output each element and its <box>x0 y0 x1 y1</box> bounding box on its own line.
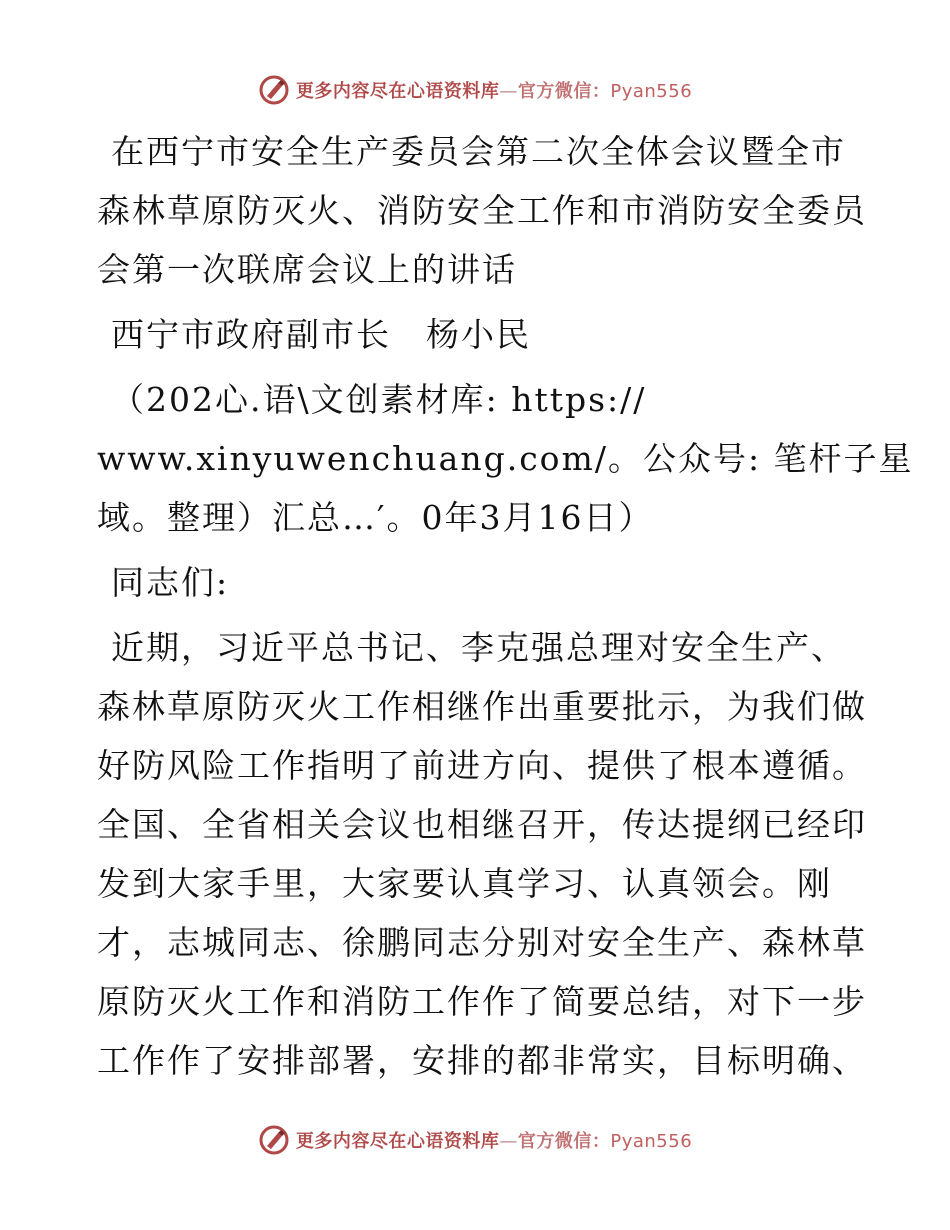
watermark-separator: — <box>499 1131 518 1152</box>
body-paragraph-line: 近期，习近平总书记、李克强总理对安全生产、 <box>111 628 846 667</box>
watermark-wechat-id: Pyan556 <box>610 1131 693 1152</box>
footer-watermark-banner <box>0 1120 950 1160</box>
watermark-wechat-id: Pyan556 <box>610 81 693 102</box>
header-watermark-banner <box>0 70 950 110</box>
document-note-line-3: 域。整理）汇总…′。0年3月16日） <box>97 498 654 537</box>
document-title-line-1: 在西宁市安全生产委员会第二次全体会议暨全市 <box>111 132 846 171</box>
watermark-site-name: 更多内容尽在心语资料库 <box>295 81 500 102</box>
body-paragraph-line: 原防灭火工作和消防工作作了简要总结，对下一步 <box>97 982 867 1021</box>
document-title-line-3: 会第一次联席会议上的讲话 <box>97 250 517 289</box>
body-paragraph-line: 工作作了安排部署，安排的都非常实，目标明确、 <box>97 1041 867 1080</box>
watermark-separator: — <box>499 81 518 102</box>
document-greeting: 同志们: <box>111 563 230 602</box>
watermark-text <box>296 77 692 103</box>
watermark-text <box>296 1127 692 1153</box>
document-note-line-2: www.xinyuwenchuang.com/。公众号: 笔杆子星 <box>97 439 914 478</box>
body-paragraph-line: 才，志城同志、徐鹏同志分别对安全生产、森林草 <box>97 923 867 962</box>
red-seal-logo-icon <box>258 1124 290 1156</box>
document-note-line-1: （202心.语\文创素材库: https:// <box>111 380 647 419</box>
body-paragraph-line: 森林草原防灭火工作相继作出重要批示，为我们做 <box>97 687 867 726</box>
watermark-wechat-label: 官方微信： <box>517 81 611 102</box>
watermark-content <box>258 74 692 106</box>
body-paragraph-line: 好防风险工作指明了前进方向、提供了根本遵循。 <box>97 746 867 785</box>
document-author: 西宁市政府副市长 杨小民 <box>111 315 531 354</box>
body-paragraph-line: 全国、全省相关会议也相继召开，传达提纲已经印 <box>97 805 867 844</box>
red-seal-logo-icon <box>258 74 290 106</box>
body-paragraph-line: 发到大家手里，大家要认真学习、认真领会。刚 <box>97 864 832 903</box>
document-title-line-2: 森林草原防灭火、消防安全工作和市消防安全委员 <box>97 191 867 230</box>
document-body <box>97 122 914 1090</box>
watermark-wechat-label: 官方微信： <box>517 1131 611 1152</box>
watermark-content <box>258 1124 692 1156</box>
watermark-site-name: 更多内容尽在心语资料库 <box>295 1131 500 1152</box>
